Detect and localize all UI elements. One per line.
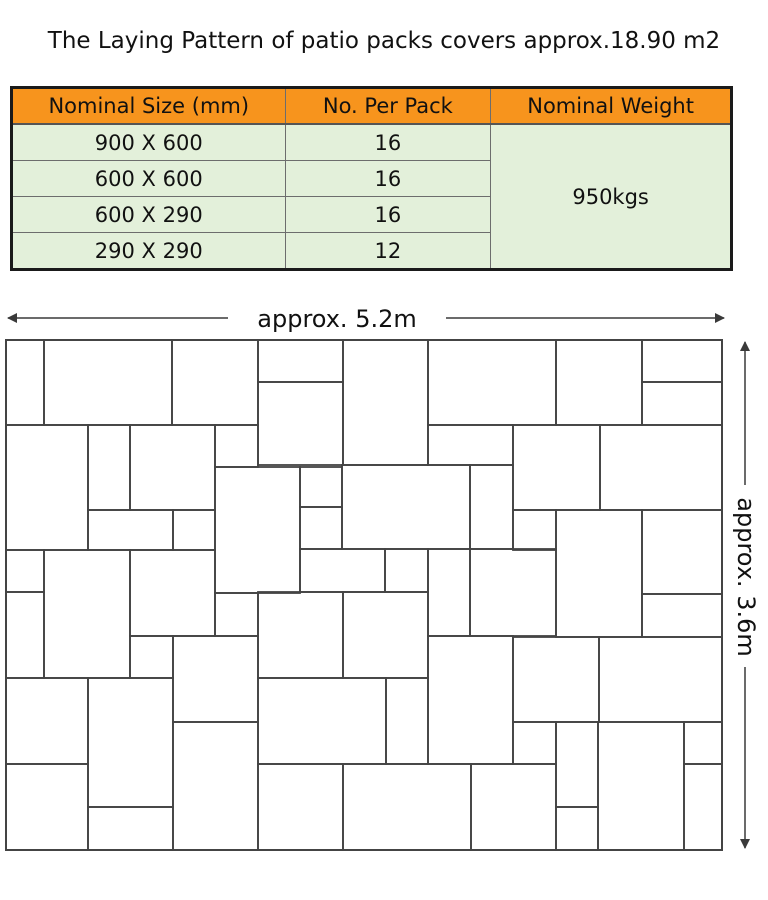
cell-weight: 950kgs: [491, 124, 732, 270]
pack-spec-table: [10, 86, 733, 271]
cell-size: 600 X 290: [12, 197, 286, 233]
table-header-row: [12, 88, 732, 125]
cell-count: 16: [285, 197, 491, 233]
cell-size: 900 X 600: [12, 124, 286, 161]
cell-count: 16: [285, 124, 491, 161]
cell-count: 12: [285, 233, 491, 270]
cell-size: 290 X 290: [12, 233, 286, 270]
page-title: The Laying Pattern of patio packs covers approx.18.90 m2: [47, 28, 721, 54]
laying-pattern-diagram: [0, 295, 768, 895]
width-dimension: [8, 305, 724, 333]
header-nominal-size: Nominal Size (mm): [12, 88, 286, 125]
patio-outline: [6, 340, 722, 850]
cell-count: 16: [285, 161, 491, 197]
header-nominal-weight: Nominal Weight: [491, 88, 732, 125]
header-no-per-pack: No. Per Pack: [285, 88, 491, 125]
height-dimension: [732, 342, 760, 848]
cell-size: 600 X 600: [12, 161, 286, 197]
width-label: approx. 5.2m: [257, 305, 417, 333]
height-label: approx. 3.6m: [732, 497, 760, 657]
table-row: [12, 124, 732, 161]
